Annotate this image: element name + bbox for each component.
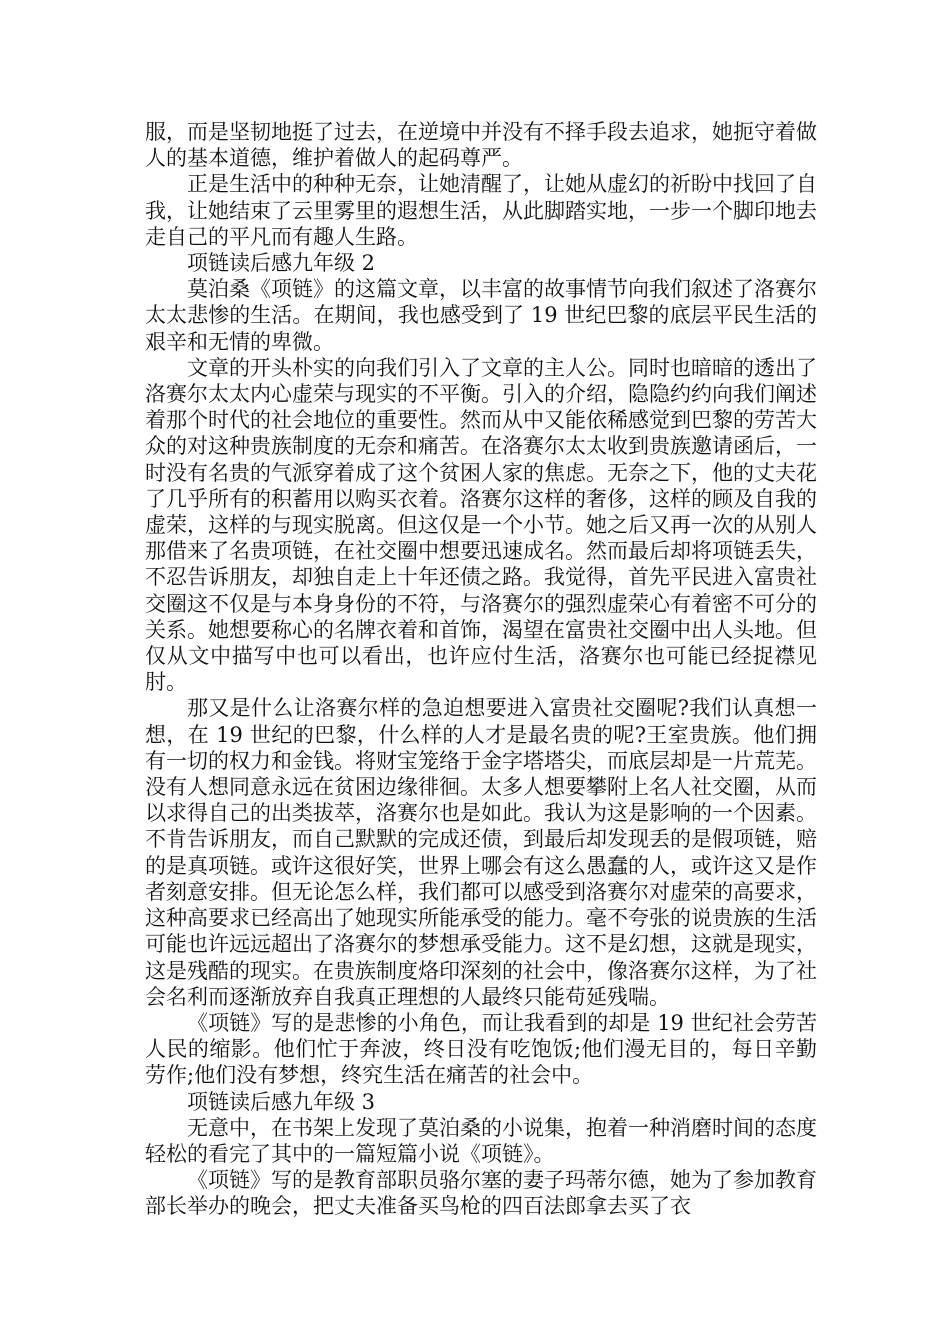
section-heading-2: 项链读后感九年级 2 — [187, 251, 376, 276]
document-page — [145, 119, 817, 1220]
paragraph-8: 《项链》写的是教育部职员骆尔塞的妻子玛蒂尔德，她为了参加教育部长举办的晚会，把丈夫准备买鸟枪的四百法郎拿去买了衣 — [145, 1168, 817, 1219]
paragraph-2: 正是生活中的种种无奈，让她清醒了，让她从虚幻的祈盼中找回了自我，让她结束了云里雾里的遐想生活，从此脚踏实地，一步一个脚印地去走自己的平凡而有趣人生路。 — [145, 172, 817, 249]
paragraph-1: 服，而是坚韧地挺了过去，在逆境中并没有不择手段去追求，她扼守着做人的基本道德，维护着做人的起码尊严。 — [145, 120, 817, 171]
paragraph-3: 莫泊桑《项链》的这篇文章，以丰富的故事情节向我们叙述了洛赛尔太太悲惨的生活。在期间，我也感受到了 19 世纪巴黎的底层平民生活的艰辛和无情的卑微。 — [145, 277, 817, 354]
paragraph-4: 文章的开头朴实的向我们引入了文章的主人公。同时也暗暗的透出了洛赛尔太太内心虚荣与现实的不平衡。引入的介绍，隐隐约约向我们阐述着那个时代的社会地位的重要性。然而从中又能依稀感觉到巴黎的劳苦大众的对这种贵族制度的无奈和痛苦。在洛赛尔太太收到贵族邀请函后，一时没有名贵的气派穿着成了这个贫困人家的焦虑。无奈之下，他的丈夫花了几乎所有的积蓄用以购买衣着。洛赛尔这样的奢侈，这样的顾及自我的虚荣，这样的与现实脱离。但这仅是一个小节。她之后又再一次的从别人那借来了名贵项链，在社交圈中想要迅速成名。然而最后却将项链丢失，不忍告诉朋友，却独自走上十年还债之路。我觉得，首先平民进入富贵社交圈这不仅是与本身身份的不符，与洛赛尔的强烈虚荣心有着密不可分的关系。她想要称心的名牌衣着和首饰，渴望在富贵社交圈中出人头地。但仅从文中描写中也可以看出，也许应付生活，洛赛尔也可能已经捉襟见肘。 — [145, 355, 817, 695]
paragraph-7: 无意中，在书架上发现了莫泊桑的小说集，抱着一种消磨时间的态度轻松的看完了其中的一篇短篇小说《项链》。 — [145, 1115, 817, 1166]
section-heading-3: 项链读后感九年级 3 — [187, 1089, 376, 1114]
paragraph-6: 《项链》写的是悲惨的小角色，而让我看到的却是 19 世纪社会劳苦人民的缩影。他们忙于奔波，终日没有吃饱饭;他们漫无目的，每日辛勤劳作;他们没有梦想，终究生活在痛苦的社会中。 — [145, 1010, 817, 1088]
paragraph-5: 那又是什么让洛赛尔样的急迫想要进入富贵社交圈呢?我们认真想一想，在 19 世纪的巴黎，什么样的人才是最名贵的呢?王室贵族。他们拥有一切的权力和金钱。将财宝笼络于金字塔塔尖，而底层却是一片荒芜。没有人想同意永远在贫困边缘徘徊。太多人想要攀附上名人社交圈，从而以求得自己的出类拔萃，洛赛尔也是如此。我认为这是影响的一个因素。不肯告诉朋友，而自己默默的完成还债，到最后却发现丢的是假项链，赔的是真项链。或许这很好笑，世界上哪会有这么愚蠢的人，或许这又是作者刻意安排。但无论怎么样，我们都可以感受到洛赛尔对虚荣的高要求，这种高要求已经高出了她现实所能承受的能力。毫不夸张的说贵族的生活可能也许远远超出了洛赛尔的梦想承受能力。这不是幻想，这就是现实，这是残酷的现实。在贵族制度烙印深刻的社会中，像洛赛尔这样，为了社会名利而逐渐放弃自我真正理想的人最终只能苟延残喘。 — [145, 696, 817, 1009]
